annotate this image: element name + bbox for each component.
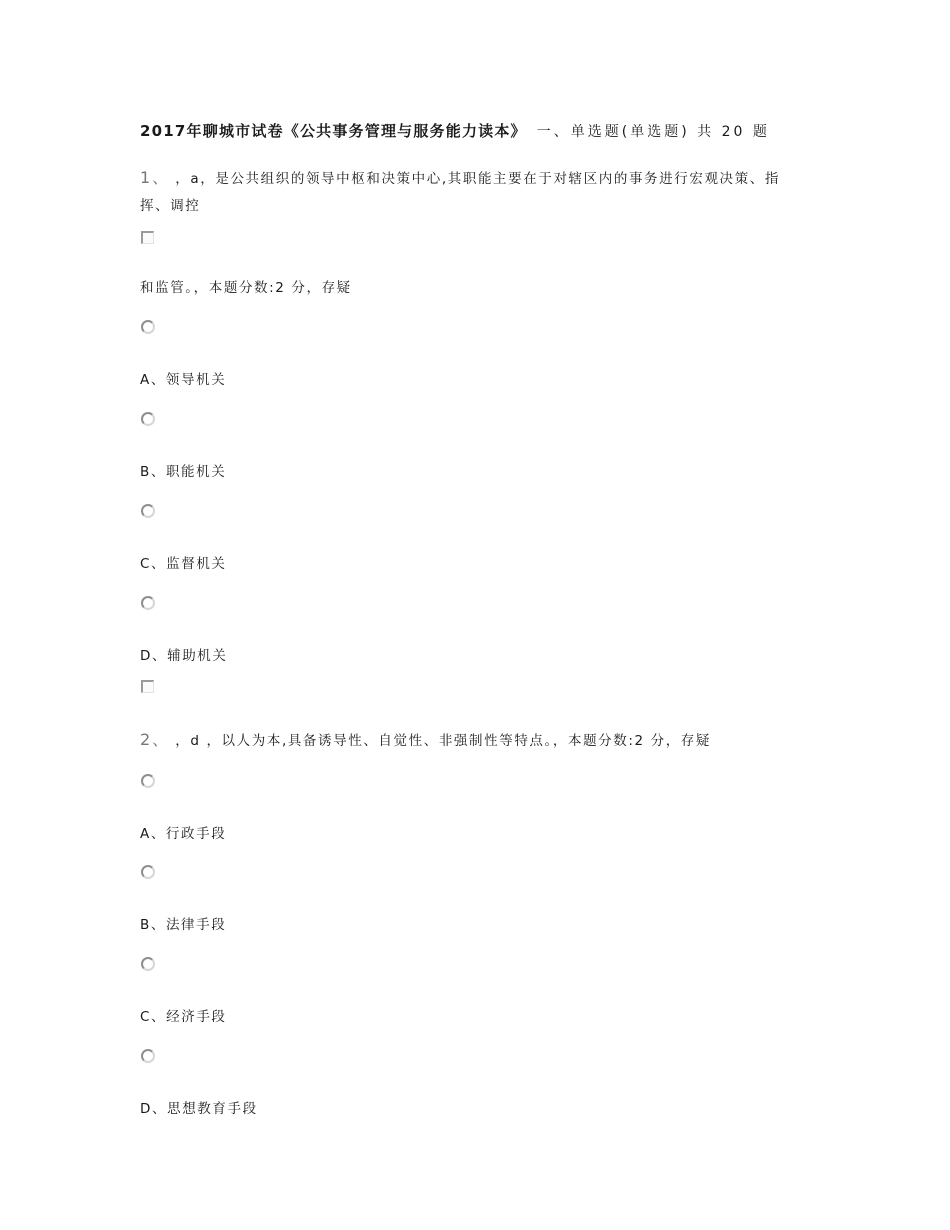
radio-icon[interactable] bbox=[141, 320, 155, 334]
question-1-stem-line3: 和监管。，本题分数:2 分，存疑 bbox=[140, 280, 352, 296]
option-label: B、法律手段 bbox=[140, 917, 227, 933]
option-label: C、经济手段 bbox=[140, 1009, 227, 1025]
option-label: A、行政手段 bbox=[140, 826, 227, 842]
question-1-stem bbox=[140, 165, 780, 188]
radio-icon[interactable] bbox=[141, 504, 155, 518]
option-label: B、职能机关 bbox=[140, 464, 227, 480]
radio-icon[interactable] bbox=[141, 774, 155, 788]
radio-icon[interactable] bbox=[141, 412, 155, 426]
document-title bbox=[140, 120, 770, 141]
checkbox-icon[interactable] bbox=[141, 231, 154, 244]
radio-icon[interactable] bbox=[141, 865, 155, 879]
title-section: 一、单选题(单选题) 共 20 题 bbox=[536, 124, 770, 140]
option-label: C、监督机关 bbox=[140, 556, 227, 572]
radio-icon[interactable] bbox=[141, 957, 155, 971]
question-number: 2、 bbox=[140, 730, 171, 749]
radio-icon[interactable] bbox=[141, 1049, 155, 1063]
question-text: ，a，是公共组织的领导中枢和决策中心,其职能主要在于对辖区内的事务进行宏观决策、指 bbox=[175, 171, 780, 187]
question-number: 1、 bbox=[140, 168, 171, 187]
option-label: D、辅助机关 bbox=[140, 648, 228, 664]
checkbox-icon[interactable] bbox=[141, 680, 154, 693]
question-1-stem-line2: 挥、调控 bbox=[140, 198, 201, 214]
question-2-stem bbox=[140, 727, 711, 750]
option-label: A、领导机关 bbox=[140, 372, 227, 388]
radio-icon[interactable] bbox=[141, 596, 155, 610]
option-label: D、思想教育手段 bbox=[140, 1101, 258, 1117]
title-main: 2017年聊城市试卷《公共事务管理与服务能力读本》 bbox=[140, 122, 527, 140]
question-text: ，d ，以人为本,具备诱导性、自觉性、非强制性等特点。，本题分数:2 分，存疑 bbox=[175, 733, 712, 749]
